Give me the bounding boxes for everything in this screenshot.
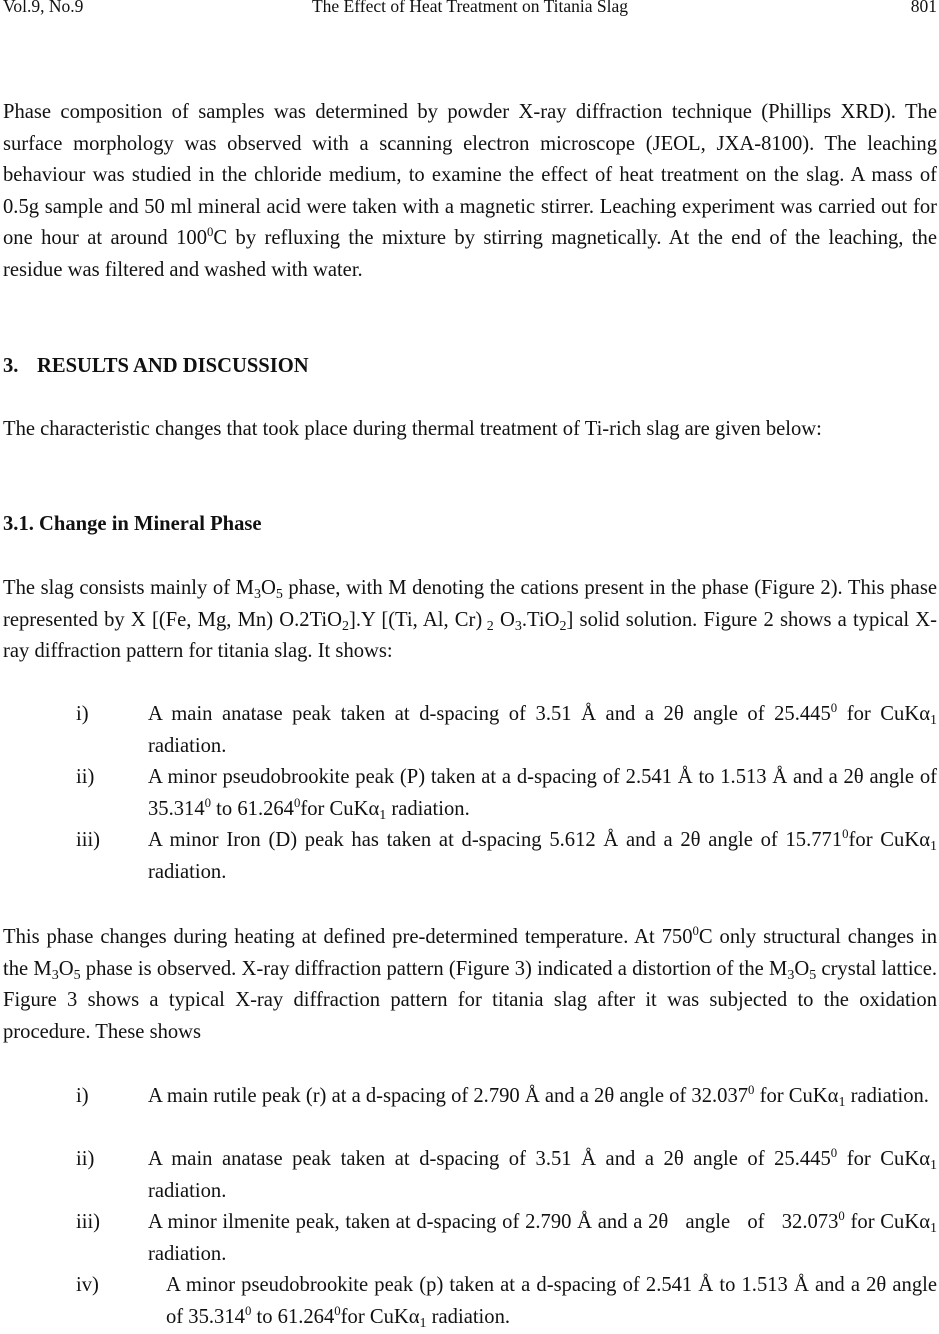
list-item-text: A main anatase peak taken at d-spacing of 3.51 Å and a 2θ angle of 25.445$^0$ for CuKα$_1$ radiation. <box>148 701 937 757</box>
list-item <box>3 825 937 888</box>
xrd-findings-list-figure2 <box>3 699 937 889</box>
section-heading-results <box>3 351 309 383</box>
list-marker: iii) <box>76 829 101 852</box>
list-item-text: A minor Iron (D) peak has taken at d-spacing 5.612 Å and a 2θ angle of 15.771$^0$for CuKα$_1$ radiation. <box>148 827 937 883</box>
list-item-text: A minor pseudobrookite peak (p) taken at a d-spacing of 2.541 Å to 1.513 Å and a 2θ angle of 35.314$^0$ to 61.264$^0$for CuKα$_1$ radiation. <box>166 1274 937 1332</box>
running-title: The Effect of Heat Treatment on Titania Slag <box>311 0 629 16</box>
list-marker: ii) <box>76 1148 95 1170</box>
subsection-heading-mineral-phase: 3.1. Change in Mineral Phase <box>3 513 262 535</box>
list-marker: iii) <box>76 1211 101 1234</box>
list-marker: i) <box>76 703 89 725</box>
list-item <box>3 1144 937 1207</box>
section-number: 3. <box>3 355 19 377</box>
list-item <box>3 1081 937 1144</box>
list-marker: i) <box>76 1085 89 1107</box>
list-item-text: A minor ilmenite peak, taken at d-spacing of 2.790 Å and a 2θ angle of 32.073$^0$ for CuKα$_1$ radiation. <box>148 1209 937 1265</box>
list-item-text: A minor pseudobrookite peak (P) taken at a d-spacing of 2.541 Å to 1.513 Å and a 2θ angle of 35.314$^0$ to 61.264$^0$for CuKα$_1$ radiation. <box>148 766 937 823</box>
list-item <box>3 1270 937 1333</box>
journal-volume: Vol.9, No.9 <box>3 0 84 16</box>
heating-phase-paragraph: This phase changes during heating at defined pre-determined temperature. At $750^0C$ only structural changes in the $M_3O_5$ phase is observed. X-ray diffraction pattern (Figure 3) indicated a distortion of the $M_3O_5$ crystal lattice. Figure 3 shows a typical X-ray diffraction pattern for titania slag after it was subjected to the oxidation procedure. These shows <box>3 924 937 1043</box>
list-item-text: A main rutile peak (r) at a d-spacing of 2.790 Å and a 2θ angle of 32.037$^0$ for CuKα$_1$ radiation. <box>148 1083 929 1111</box>
results-intro-paragraph: The characteristic changes that took place during thermal treatment of Ti-rich slag are given below: <box>3 418 822 440</box>
list-marker: iv) <box>76 1274 99 1297</box>
list-marker: ii) <box>76 766 95 789</box>
running-header <box>3 0 937 18</box>
page-number: 801 <box>910 0 937 16</box>
list-item <box>3 699 937 762</box>
list-item <box>3 1207 937 1270</box>
list-item-text: A main anatase peak taken at d-spacing of 3.51 Å and a 2θ angle of 25.445$^0$ for CuKα$_1$ radiation. <box>148 1146 937 1202</box>
xrd-findings-list-figure3 <box>3 1081 937 1334</box>
methods-paragraph: Phase composition of samples was determined by powder X-ray diffraction technique (Phillips XRD). The surface morphology was observed with a scanning electron microscope (JEOL, JXA-8100). The leaching behaviour was studied in the chloride medium, to examine the effect of heat treatment on the slag. A mass of 0.5g sample and 50 ml mineral acid were taken with a magnetic stirrer. Leaching experiment was carried out for one hour at around $100^0C$ by refluxing the mixture by stirring magnetically. At the end of the leaching, the residue was filtered and washed with water. <box>3 101 937 281</box>
section-title: RESULTS AND DISCUSSION <box>37 355 309 377</box>
list-item <box>3 762 937 825</box>
slag-composition-paragraph: The slag consists mainly of $M_3O_5$ phase, with M denoting the cations present in the phase (Figure 2). This phase represented by X [(Fe, Mg, Mn) O.2TiO$_2$].Y [(Ti, Al, Cr) $_2$ $O_3.TiO_2$] solid solution. Figure 2 shows a typical X-ray diffraction pattern for titania slag. It shows: <box>3 577 937 663</box>
